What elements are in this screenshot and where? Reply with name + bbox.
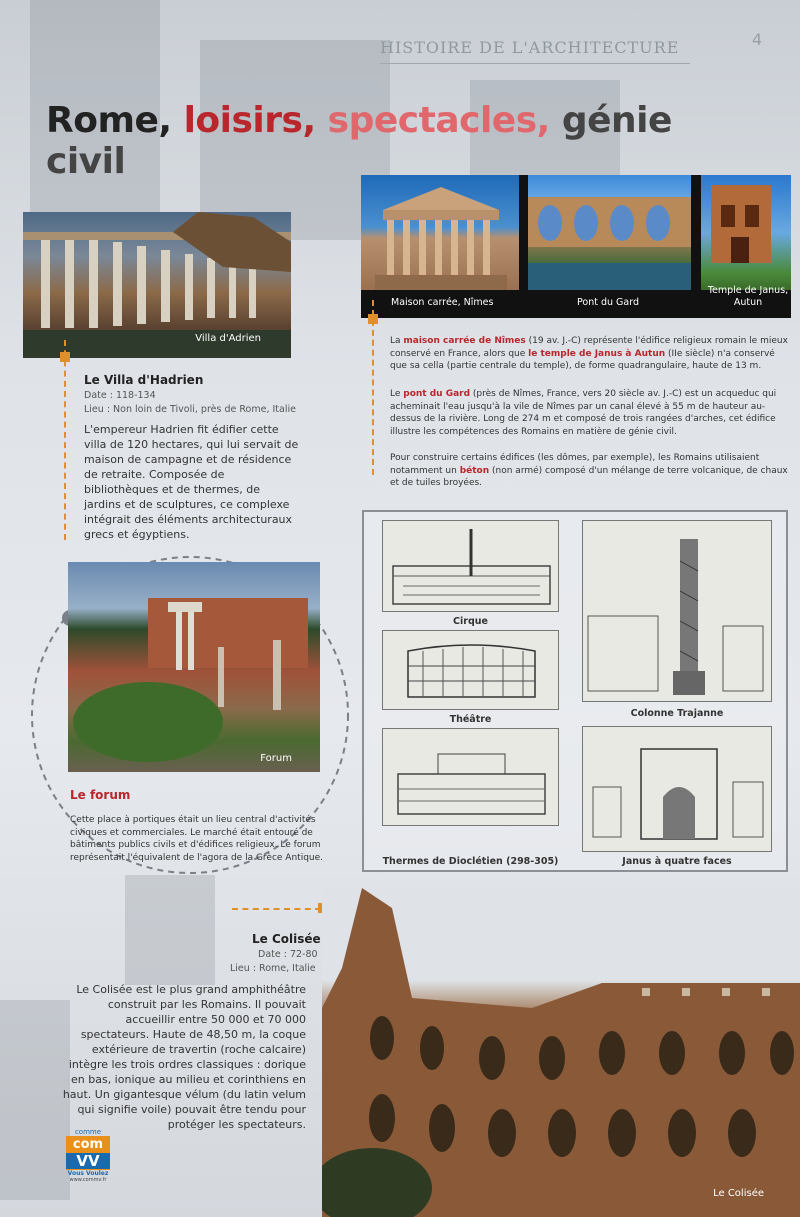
engravings-panel xyxy=(362,510,788,872)
text-run: (près de Nîmes, France, vers 20 siècle av. J.-C) est un acqueduc qui acheminait l'eau jusqu'à la vile de Nîmes par un canal élevé à 55 m de hauteur au-dessus de la rivière. Long de 274 m et composé de trois rangées d'arches, cet édifice illustre les compétences des Romains en matière de génie civil. xyxy=(390,389,777,437)
colisee-photo-caption: Le Colisée xyxy=(713,1188,764,1199)
text-run: Pour construire certains édifices (les dômes, par exemple), les Romains utilisaient notamment un xyxy=(390,453,760,476)
colisee-place: Lieu : Rome, Italie xyxy=(230,963,316,974)
page-number: 4 xyxy=(752,30,763,49)
temple-illustration xyxy=(361,175,519,290)
text-run: (non armé) composé d'un mélange de terre volcanique, de chaux et de tuiles broyées. xyxy=(390,465,788,488)
colisee-heading: Le Colisée xyxy=(252,932,321,946)
forum-photo xyxy=(68,562,320,772)
villa-connector-line xyxy=(64,340,66,540)
janus-tower-illustration xyxy=(701,175,791,290)
temple-janus-caption: Temple de Janus, Autun xyxy=(707,285,789,308)
colosseum-illustration xyxy=(322,888,800,1217)
forum-heading: Le forum xyxy=(70,788,131,802)
theatre-engraving xyxy=(382,630,559,710)
forum-photo-caption: Forum xyxy=(260,753,292,764)
monuments-connector-line xyxy=(372,300,374,475)
theatre-illustration xyxy=(383,631,559,710)
forum-description: Cette place à portiques était un lieu central d'activités civiques et commerciales. Le marché était entouré de bâtiments publics civils et d'édifices religieux. Le forum représentait l'équivalent de l'agora de la Grèce Antique. xyxy=(70,815,324,863)
colisee-photo xyxy=(322,888,800,1217)
logo-bottom-text: Vous Voulez xyxy=(67,1170,109,1177)
column-illustration xyxy=(583,521,772,702)
thermes-engraving xyxy=(382,728,559,826)
title-part-genie-civil: génie civil xyxy=(46,100,672,182)
villa-photo xyxy=(23,212,291,358)
title-part-spectacles: spectacles, xyxy=(327,100,562,141)
villa-photo-caption: Villa d'Adrien xyxy=(195,333,261,344)
monuments-photo-strip xyxy=(361,175,791,318)
colonne-trajanne-engraving xyxy=(582,520,772,702)
thermes-label: Thermes de Dioclétien (298-305) xyxy=(382,856,559,867)
maison-carree-photo xyxy=(361,175,519,290)
ruin-silhouette-bottom-left xyxy=(125,875,215,985)
pont-du-gard-highlight: pont du Gard xyxy=(403,389,471,399)
page-title xyxy=(46,100,746,182)
arch-illustration xyxy=(583,727,772,852)
monuments-connector-marker xyxy=(368,314,378,324)
maison-carree-highlight: maison carrée de Nîmes xyxy=(403,336,526,346)
villa-connector-marker xyxy=(60,352,70,362)
text-run: La xyxy=(390,336,404,346)
monuments-paragraph-1 xyxy=(390,335,790,373)
baths-illustration xyxy=(383,729,559,826)
aqueduct-illustration xyxy=(528,175,691,290)
monuments-paragraph-3 xyxy=(390,452,790,490)
text-run: (IIe siècle) n'a conservé que sa cella (partie centrale du temple), de forme quadrangulaire, haute de 13 m. xyxy=(390,348,775,371)
logo-top-text: comme xyxy=(74,1128,102,1136)
beton-highlight: béton xyxy=(459,465,490,476)
janus-label: Janus à quatre faces xyxy=(622,856,732,867)
logo-mid1: com xyxy=(72,1137,104,1152)
comvv-logo xyxy=(66,1128,110,1190)
colonne-trajanne-label: Colonne Trajanne xyxy=(630,708,724,719)
maison-carree-caption: Maison carrée, Nîmes xyxy=(391,297,494,308)
forum-ruins-illustration xyxy=(68,562,320,772)
title-part-loisirs: loisirs, xyxy=(183,100,328,141)
logo-mid2: VV xyxy=(66,1153,110,1169)
villa-heading: Le Villa d'Hadrien xyxy=(84,373,204,387)
villa-description: L'empereur Hadrien fit édifier cette villa de 120 hectares, qui lui servait de maison de campagne et de résidence de retraite. Composée de bibliothèques et de thermes, de jardins et de sculptures, ce complexe intégrait des éléments architecturaux grecs et égyptiens. xyxy=(84,423,299,541)
cirque-engraving xyxy=(382,520,559,612)
logo-mark xyxy=(66,1136,110,1170)
villa-date: Date : 118-134 xyxy=(84,390,156,401)
villa-place: Lieu : Non loin de Tivoli, près de Rome, Italie xyxy=(84,404,296,415)
temple-janus-highlight: le temple de Janus à Autun xyxy=(528,348,666,359)
colisee-description: Le Colisée est le plus grand amphithéâtre construit par les Romains. Il pouvait accueillir entre 50 000 et 70 000 spectateurs. Haute de 48,50 m, la coque extérieure de travertin (roche calcaire) intègre les trois ordres classiques : dorique en bas, ionique au milieu et corinthiens en haut. Un gigantesque vélum (du latin velum qui signifie voile) pouvait être tendu pour protéger les spectateurs. xyxy=(62,983,306,1131)
pont-du-gard-photo xyxy=(528,175,691,290)
colisee-date: Date : 72-80 xyxy=(258,949,318,960)
text-run: (19 av. J.-C) représente l'édifice religieux romain le mieux conservé en France, alors que xyxy=(390,336,788,359)
title-part-rome: Rome, xyxy=(46,100,184,141)
temple-janus-photo xyxy=(701,175,791,290)
section-header: HISTOIRE DE L'ARCHITECTURE xyxy=(380,38,690,64)
logo-url: www.commv.fr xyxy=(69,1177,107,1183)
janus-engraving xyxy=(582,726,772,852)
cirque-label: Cirque xyxy=(453,616,488,627)
text-run: Le xyxy=(390,389,404,399)
pont-du-gard-caption: Pont du Gard xyxy=(577,297,639,308)
circus-illustration xyxy=(383,521,559,612)
theatre-label: Théâtre xyxy=(449,714,492,725)
monuments-paragraph-2 xyxy=(390,388,790,438)
